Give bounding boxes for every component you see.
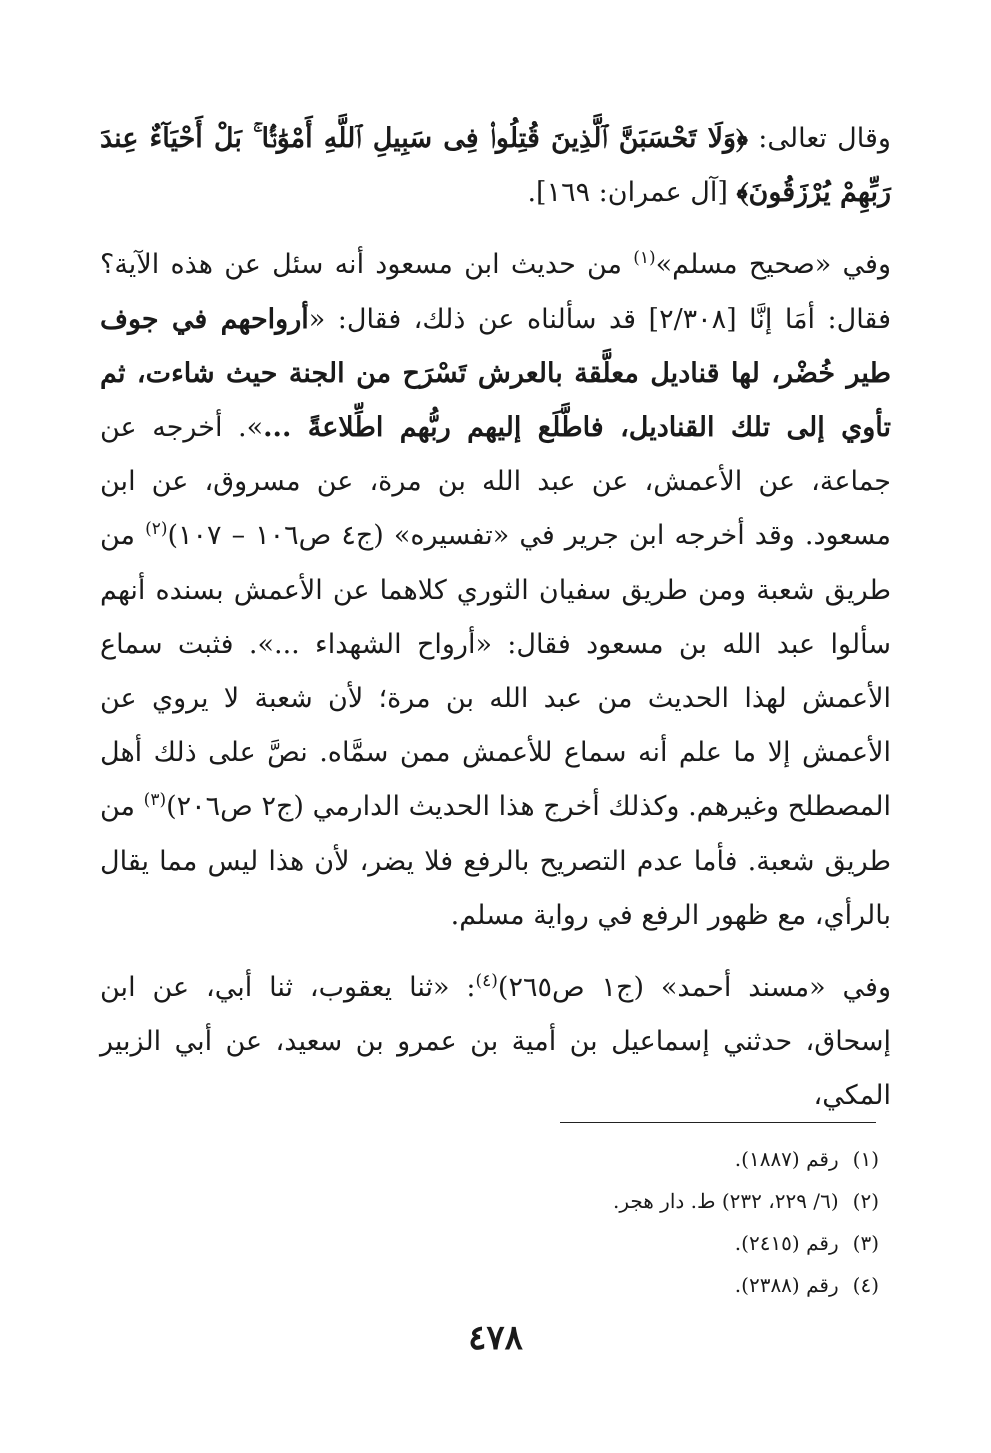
footnote-ref-4[interactable]: (٤) [475, 971, 498, 992]
footnote-item [100, 1180, 879, 1222]
text-segment: من حديث ابن مسعود أنه سئل عن هذه الآية؟ فقال: أمَا إنَّا [٢/٣٠٨] قد سألناه عن ذلك، فقال: « [100, 249, 891, 335]
paragraph-quran-verse [100, 112, 891, 220]
text-segment: وفي «مسند أحمد» (ج١ ص٢٦٥) [497, 972, 891, 1004]
footnotes [100, 1138, 879, 1306]
quran-verse: ﴿وَلَا تَحْسَبَنَّ ٱلَّذِينَ قُتِلُوا۟ فِى سَبِيلِ ٱللَّهِ أَمْوَٰتًۢا ۚ بَلْ أَحْيَآءٌ عِندَ رَبِّهِمْ يُرْزَقُونَ﴾ [100, 123, 891, 209]
text-segment: : «ثنا يعقوب، ثنا أبي، عن ابن إسحاق، حدثني إسماعيل بن أمية بن عمرو بن سعيد، عن أبي الزبير المكي، [100, 972, 891, 1112]
footnote-number: (٤) [852, 1273, 879, 1297]
hadith-quote: أرواحهم في جوف طير خُضْر، لها قناديل معلَّقة بالعرش تَسْرَح من الجنة حيث شاءت، ثم تأوي إلى تلك القناديل، فاطَّلَع إليهم ربُّهم اطِّلاعةً ... [100, 303, 892, 444]
footnote-separator [560, 1122, 876, 1123]
footnote-text: (٦/ ٢٢٩، ٢٣٢) ط. دار هجر. [612, 1189, 839, 1213]
main-text [100, 112, 891, 1124]
footnote-number: (٣) [852, 1231, 879, 1255]
verse-intro: وقال تعالى: [747, 123, 891, 154]
text-segment: من طريق شعبة. فأما عدم التصريح بالرفع فلا يضر، لأن هذا ليس مما يقال بالرأي، مع ظهور الرفع في رواية مسلم. [100, 791, 891, 931]
verse-citation: [آل عمران: ١٦٩]. [527, 177, 737, 209]
footnote-number: (٢) [852, 1189, 879, 1213]
footnote-text: رقم (٢٤١٥). [734, 1231, 839, 1255]
text-segment: من طريق شعبة ومن طريق سفيان الثوري كلاهما عن الأعمش بسنده أنهم سألوا عبد الله بن مسعود فقال: «أرواح الشهداء ...». فثبت سماع الأعمش لهذا الحديث من عبد الله بن مرة؛ لأن شعبة لا يروي عن الأعمش إلا ما علم أنه سماع للأعمش ممن سمَّاه. نصَّ على ذلك أهل المصطلح وغيرهم. وكذلك أخرج هذا الحديث الدارمي (ج٢ ص٢٠٦) [100, 520, 891, 823]
footnote-text: رقم (١٨٨٧). [734, 1147, 839, 1171]
text-segment: وفي «صحيح مسلم» [655, 249, 891, 281]
footnote-ref-1[interactable]: (١) [633, 248, 656, 269]
footnote-ref-3[interactable]: (٣) [143, 790, 167, 811]
footnote-text: رقم (٢٣٨٨). [734, 1273, 839, 1297]
page-number: ٤٧٨ [468, 1318, 523, 1358]
footnote-ref-2[interactable]: (٢) [145, 519, 168, 540]
footnote-item [100, 1222, 879, 1264]
paragraph-muslim-hadith [100, 238, 891, 943]
footnote-item [100, 1264, 879, 1306]
footnote-item [100, 1138, 879, 1180]
text-segment: ». أخرجه عن جماعة، عن الأعمش، عن عبد الله بن مرة، عن مسروق، عن ابن مسعود. وقد أخرجه ابن جرير في «تفسيره» (ج٤ ص١٠٦ – ١٠٧) [100, 412, 892, 552]
paragraph-musnad-ahmad [100, 961, 891, 1124]
footnote-number: (١) [852, 1147, 879, 1171]
